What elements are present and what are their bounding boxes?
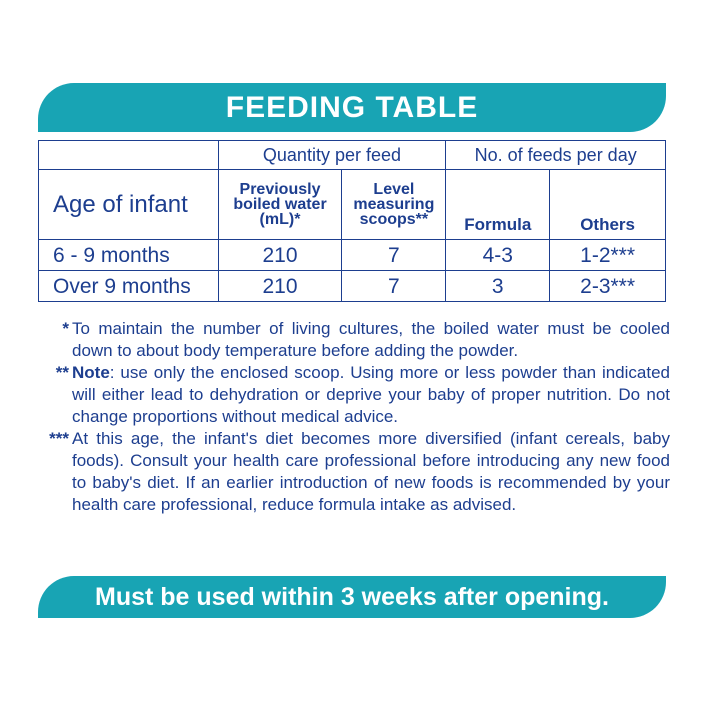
scoops-cell: 7 — [342, 271, 446, 302]
scoops-header: Level measuring scoops** — [342, 170, 446, 240]
page-title: FEEDING TABLE — [225, 90, 479, 124]
boiled-water-header: Previously boiled water (mL)* — [218, 170, 342, 240]
footnote-text: At this age, the infant's diet becomes more diversified (infant cereals, baby foods). Consult your health care professional before introducing any new food to baby's diet. If an earlier introduction of new foods is recommended by your health care professional, reduce formula intake as advised. — [72, 429, 670, 514]
footnote — [20, 318, 670, 362]
note-body: : use only the enclosed scoop. Using more or less powder than indicated will either lead to dehydration or deprive your baby of proper nutrition. Do not change proportions without medical advice. — [72, 363, 670, 426]
others-cell: 1-2*** — [550, 240, 666, 271]
footnote-mark: *** — [49, 429, 69, 448]
age-cell: 6 - 9 months — [39, 240, 219, 271]
others-header: Others — [550, 170, 666, 240]
formula-cell: 3 — [446, 271, 550, 302]
footer-banner — [38, 576, 666, 618]
table-row — [39, 240, 666, 271]
footnote — [20, 428, 670, 516]
table-column-header-row — [39, 170, 666, 240]
formula-header: Formula — [446, 170, 550, 240]
age-of-infant-header: Age of infant — [39, 170, 219, 240]
footnote — [20, 362, 670, 428]
water-cell: 210 — [218, 240, 342, 271]
title-banner — [38, 83, 666, 132]
formula-cell: 4-3 — [446, 240, 550, 271]
note-label: Note — [72, 363, 110, 382]
others-cell: 2-3*** — [550, 271, 666, 302]
water-cell: 210 — [218, 271, 342, 302]
feeding-table — [38, 140, 666, 302]
feeds-per-day-header: No. of feeds per day — [446, 141, 666, 170]
quantity-per-feed-header: Quantity per feed — [218, 141, 446, 170]
age-cell: Over 9 months — [39, 271, 219, 302]
empty-header-cell — [39, 141, 219, 170]
table-row — [39, 271, 666, 302]
footnote-mark: * — [62, 319, 69, 338]
footnotes — [20, 318, 670, 516]
table-group-header-row — [39, 141, 666, 170]
scoops-cell: 7 — [342, 240, 446, 271]
usage-warning: Must be used within 3 weeks after opening. — [95, 582, 609, 611]
footnote-text — [72, 362, 670, 428]
footnote-mark: ** — [55, 363, 69, 382]
footnote-text: To maintain the number of living cultures, the boiled water must be cooled down to about body temperature before adding the powder. — [72, 319, 670, 360]
